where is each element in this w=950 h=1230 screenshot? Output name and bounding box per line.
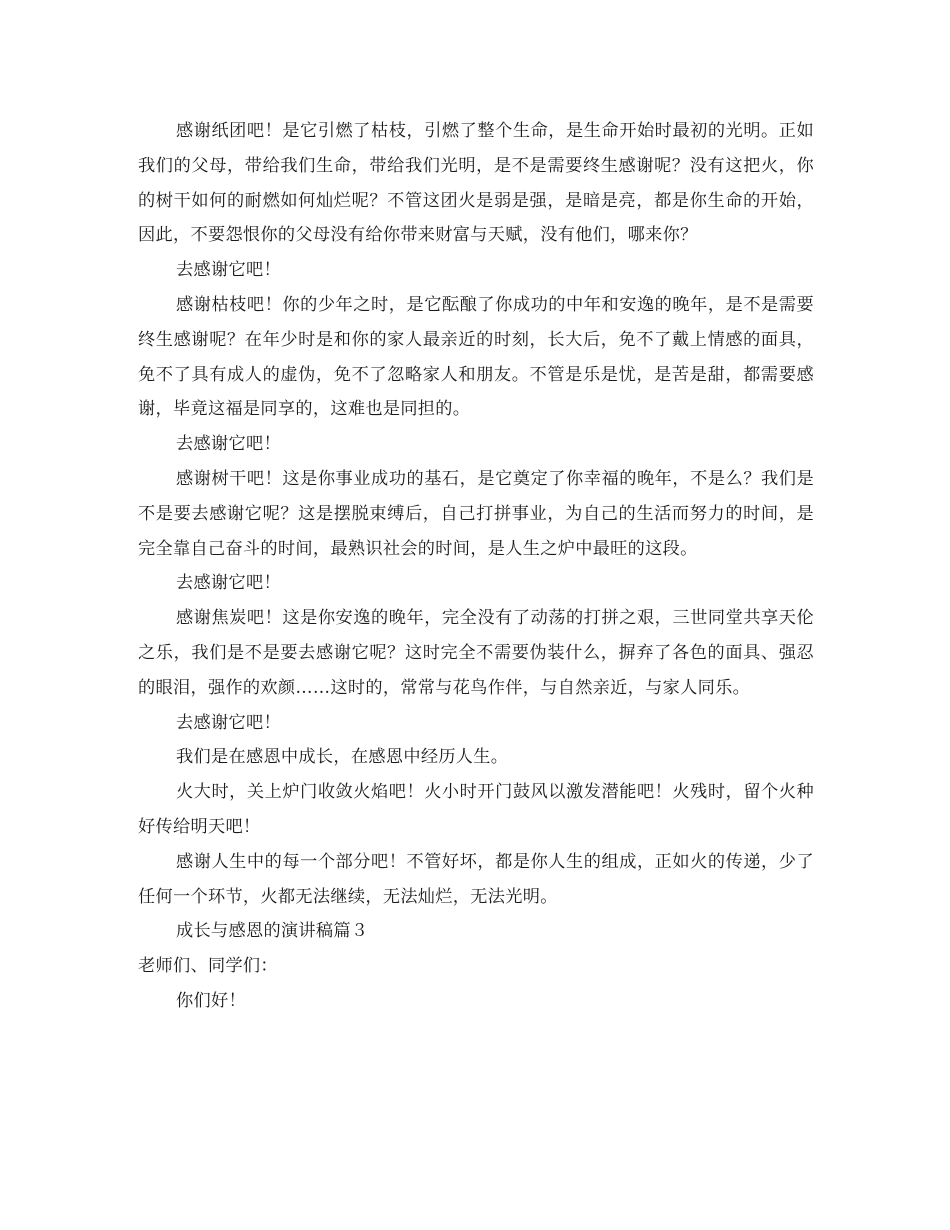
- section-heading-speech-3: 成长与感恩的演讲稿篇３: [176, 921, 369, 942]
- paragraph-fire-advice: 火大时，关上炉门收敛火焰吧！火小时开门鼓风以激发潜能吧！火残时，留个火种好传给明天吧！: [138, 782, 814, 837]
- salutation: 老师们、同学们：: [138, 956, 278, 977]
- greeting: 你们好！: [176, 990, 246, 1011]
- paragraph-thank-coke: 感谢焦炭吧！这是你安逸的晚年，完全没有了动荡的打拼之艰，三世同堂共享天伦之乐，我们是不是要去感谢它呢？这时完全不需要伪装什么，摒弃了各色的面具、强忍的眼泪，强作的欢颜……这时的，常常与花鸟作伴，与自然亲近，与家人同乐。: [138, 608, 814, 698]
- document-page: [138, 114, 814, 1019]
- paragraph-thank-trunk: 感谢树干吧！这是你事业成功的基石，是它奠定了你幸福的晚年，不是么？我们是不是要去感谢它呢？这是摆脱束缚后，自己打拼事业，为自己的生活而努力的时间，是完全靠自己奋斗的时间，最熟识社会的时间，是人生之炉中最旺的这段。: [138, 468, 814, 559]
- paragraph-go-thank-4: 去感谢它吧！: [176, 712, 281, 733]
- paragraph-grow-gratitude: 我们是在感恩中成长，在感恩中经历人生。: [176, 747, 509, 768]
- paragraph-thank-branch: 感谢枯枝吧！你的少年之时，是它酝酿了你成功的中年和安逸的晚年，是不是需要终生感谢呢？在年少时是和你的家人最亲近的时刻，长大后，免不了戴上情感的面具，免不了具有成人的虚伪，免不了忽略家人和朋友。不管是乐是忧，是苦是甜，都需要感谢，毕竟这福是同享的，这难也是同担的。: [138, 294, 814, 420]
- paragraph-go-thank-1: 去感谢它吧！: [176, 260, 281, 281]
- paragraph-go-thank-3: 去感谢它吧！: [176, 573, 281, 594]
- paragraph-thank-every-part: 感谢人生中的每一个部分吧！不管好坏，都是你人生的组成，正如火的传递，少了任何一个环节，火都无法继续，无法灿烂，无法光明。: [138, 851, 814, 907]
- paragraph-go-thank-2: 去感谢它吧！: [176, 434, 281, 455]
- paragraph-thank-paper: 感谢纸团吧！是它引燃了枯枝，引燃了整个生命，是生命开始时最初的光明。正如我们的父母，带给我们生命，带给我们光明，是不是需要终生感谢呢？没有这把火，你的树干如何的耐燃如何灿烂呢？不管这团火是弱是强，是暗是亮，都是你生命的开始，因此，不要怨恨你的父母没有给你带来财富与天赋，没有他们，哪来你？: [138, 121, 814, 246]
